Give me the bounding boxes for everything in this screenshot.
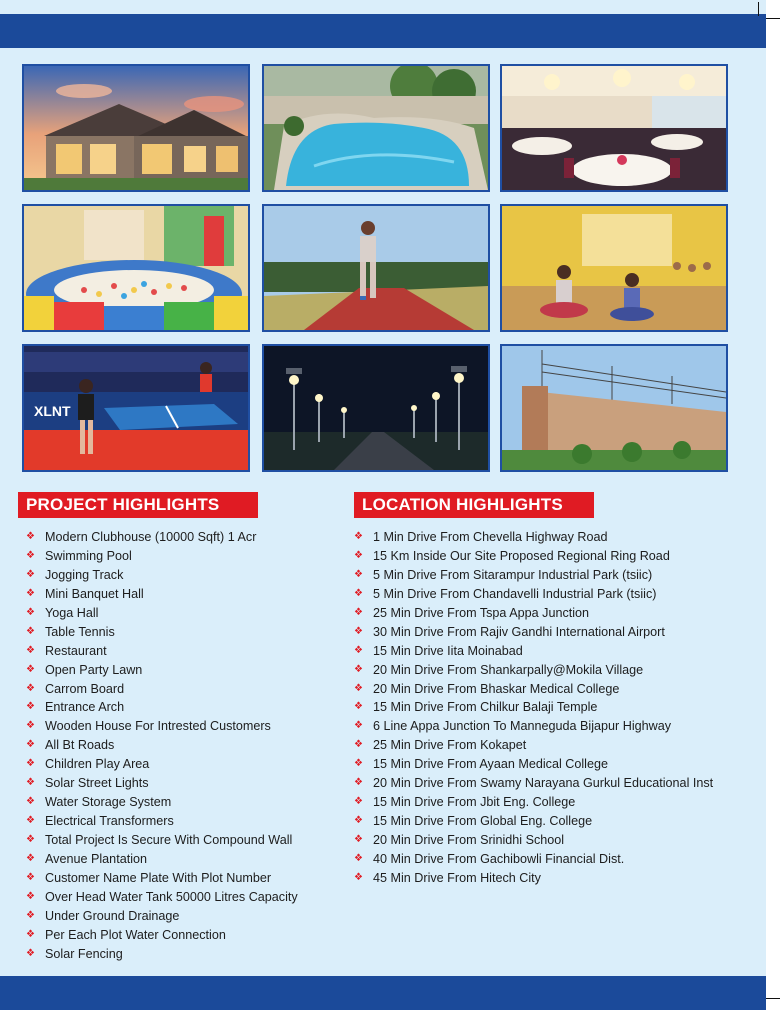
highlight-item: [350, 528, 713, 547]
crop-mark-bottom-right: [766, 998, 780, 999]
highlight-item: [22, 642, 298, 661]
location-highlights-title: LOCATION HIGHLIGHTS: [354, 492, 594, 518]
highlight-item-text: 20 Min Drive From Swamy Narayana Gurkul Educational Inst: [373, 776, 714, 791]
diamond-bullet-icon: ❖: [26, 852, 35, 864]
highlight-item: [22, 926, 298, 945]
highlight-item-text: Table Tennis: [45, 624, 115, 639]
highlight-item-text: 20 Min Drive From Srinidhi School: [373, 833, 565, 847]
highlight-item-text: All Bt Roads: [45, 738, 115, 753]
top-blue-band: [0, 14, 766, 48]
highlight-item: [22, 812, 298, 831]
highlight-item: [22, 547, 298, 566]
diamond-bullet-icon: ❖: [26, 890, 35, 902]
bottom-blue-band: [0, 976, 766, 1010]
highlight-item: [350, 642, 713, 661]
highlight-item-text: 20 Min Drive From Shankarpally@Mokila Village: [373, 662, 644, 677]
highlight-item-text: 15 Min Drive Iita Moinabad: [373, 643, 523, 658]
highlight-item: [350, 661, 713, 680]
highlight-item-text: Carrom Board: [45, 681, 125, 696]
highlight-item-text: 15 Min Drive From Global Eng. College: [373, 814, 593, 829]
highlight-item-text: 15 Km Inside Our Site Proposed Regional Ring Road: [373, 548, 670, 563]
highlight-item-text: Jogging Track: [45, 567, 124, 582]
diamond-bullet-icon: ❖: [354, 625, 363, 637]
diamond-bullet-icon: ❖: [26, 815, 35, 827]
highlight-item: [22, 850, 298, 869]
diamond-bullet-icon: ❖: [354, 549, 363, 561]
highlight-item-text: 15 Min Drive From Chilkur Balaji Temple: [373, 700, 598, 715]
diamond-bullet-icon: ❖: [354, 663, 363, 675]
highlight-item: [350, 831, 713, 850]
diamond-bullet-icon: ❖: [354, 852, 363, 864]
highlight-item-text: Children Play Area: [45, 757, 150, 772]
highlight-item-text: Restaurant: [45, 643, 107, 658]
highlight-item-text: Total Project Is Secure With Compound Wall: [45, 833, 293, 847]
highlight-item: [22, 755, 298, 774]
highlight-item: [350, 547, 713, 566]
highlight-item-text: Water Storage System: [45, 795, 172, 810]
highlight-item: [350, 623, 713, 642]
diamond-bullet-icon: ❖: [26, 625, 35, 637]
highlight-item-text: 40 Min Drive From Gachibowli Financial Dist.: [373, 851, 625, 866]
diamond-bullet-icon: ❖: [354, 531, 363, 542]
diamond-bullet-icon: ❖: [26, 796, 35, 808]
highlight-item-text: Per Each Plot Water Connection: [45, 927, 226, 942]
highlight-item-text: Under Ground Drainage: [45, 908, 180, 923]
highlight-item-text: 5 Min Drive From Chandavelli Industrial Park (tsiic): [373, 586, 657, 601]
diamond-bullet-icon: ❖: [26, 777, 35, 789]
photo-compound-wall: [500, 344, 728, 472]
highlight-item: [22, 623, 298, 642]
highlight-item-text: 15 Min Drive From Jbit Eng. College: [373, 795, 576, 810]
highlight-item: [350, 717, 713, 736]
diamond-bullet-icon: ❖: [354, 796, 363, 808]
highlight-item-text: 45 Min Drive From Hitech City: [373, 870, 541, 885]
photo-table-tennis: [22, 344, 250, 472]
highlight-item-text: Swimming Pool: [45, 548, 132, 563]
highlight-item-text: Electrical Transformers: [45, 814, 174, 829]
highlight-item-text: 30 Min Drive From Rajiv Gandhi International Airport: [373, 624, 665, 639]
highlight-item-text: Solar Street Lights: [45, 776, 149, 791]
highlight-item: [350, 680, 713, 699]
diamond-bullet-icon: ❖: [26, 549, 35, 561]
diamond-bullet-icon: ❖: [26, 587, 35, 599]
diamond-bullet-icon: ❖: [26, 720, 35, 732]
diamond-bullet-icon: ❖: [26, 928, 35, 940]
highlight-item-text: Solar Fencing: [45, 946, 123, 961]
diamond-bullet-icon: ❖: [354, 777, 363, 789]
diamond-bullet-icon: ❖: [26, 758, 35, 770]
diamond-bullet-icon: ❖: [354, 871, 363, 883]
highlight-item: [22, 661, 298, 680]
project-highlights-title: PROJECT HIGHLIGHTS: [18, 492, 258, 518]
crop-mark-top: [758, 2, 759, 16]
highlight-item-text: Mini Banquet Hall: [45, 586, 144, 601]
highlight-item: [350, 755, 713, 774]
photo-banquet-hall: [500, 64, 728, 192]
diamond-bullet-icon: ❖: [26, 531, 35, 542]
diamond-bullet-icon: ❖: [26, 834, 35, 845]
diamond-bullet-icon: ❖: [354, 606, 363, 618]
highlight-item: [22, 585, 298, 604]
highlight-item: [350, 869, 713, 888]
highlight-item-text: Yoga Hall: [45, 605, 99, 620]
photo-swimming-pool: [262, 64, 490, 192]
diamond-bullet-icon: ❖: [26, 701, 35, 713]
highlight-item-text: 6 Line Appa Junction To Manneguda Bijapur Highway: [373, 719, 672, 734]
highlight-item: [22, 793, 298, 812]
highlight-item-text: 1 Min Drive From Chevella Highway Road: [373, 530, 608, 544]
diamond-bullet-icon: ❖: [354, 587, 363, 599]
highlight-item: [22, 604, 298, 623]
highlight-item: [350, 698, 713, 717]
diamond-bullet-icon: ❖: [26, 568, 35, 580]
highlight-item-text: 25 Min Drive From Kokapet: [373, 738, 527, 753]
highlight-item: [350, 812, 713, 831]
diamond-bullet-icon: ❖: [26, 606, 35, 618]
highlight-item-text: Open Party Lawn: [45, 662, 143, 677]
diamond-bullet-icon: ❖: [26, 644, 35, 656]
highlight-item: [350, 566, 713, 585]
highlight-item: [350, 736, 713, 755]
bottom-margin: [0, 1010, 780, 1024]
highlight-item: [22, 888, 298, 907]
diamond-bullet-icon: ❖: [26, 739, 35, 751]
diamond-bullet-icon: ❖: [354, 720, 363, 732]
xlnt-banner-text: XLNT: [34, 403, 71, 419]
photo-children-play-area: [22, 204, 250, 332]
highlight-item-text: 15 Min Drive From Ayaan Medical College: [373, 757, 608, 772]
diamond-bullet-icon: ❖: [26, 663, 35, 675]
location-highlights-list: [350, 528, 713, 888]
highlight-item-text: 5 Min Drive From Sitarampur Industrial Park (tsiic): [373, 567, 653, 582]
diamond-bullet-icon: ❖: [26, 947, 35, 959]
diamond-bullet-icon: ❖: [26, 682, 35, 694]
highlight-item: [22, 698, 298, 717]
diamond-bullet-icon: ❖: [354, 834, 363, 845]
diamond-bullet-icon: ❖: [354, 701, 363, 713]
project-highlights-list: [22, 528, 298, 964]
highlight-item-text: Avenue Plantation: [45, 851, 147, 866]
diamond-bullet-icon: ❖: [354, 758, 363, 770]
highlight-item: [22, 774, 298, 793]
highlight-item: [22, 680, 298, 699]
diamond-bullet-icon: ❖: [26, 909, 35, 921]
highlight-item: [350, 604, 713, 623]
highlight-item: [22, 831, 298, 850]
highlight-item-text: Over Head Water Tank 50000 Litres Capacity: [45, 889, 298, 904]
photo-solar-street-lights: [262, 344, 490, 472]
highlight-item-text: 25 Min Drive From Tspa Appa Junction: [373, 605, 590, 620]
highlight-item: [22, 945, 298, 964]
highlight-item: [22, 736, 298, 755]
diamond-bullet-icon: ❖: [354, 815, 363, 827]
diamond-bullet-icon: ❖: [354, 644, 363, 656]
highlight-item: [22, 717, 298, 736]
highlight-item: [22, 869, 298, 888]
diamond-bullet-icon: ❖: [354, 739, 363, 751]
highlight-item-text: Entrance Arch: [45, 700, 125, 715]
highlight-item: [350, 585, 713, 604]
photo-yoga-hall: [500, 204, 728, 332]
highlight-item: [350, 774, 713, 793]
highlight-item-text: 20 Min Drive From Bhaskar Medical College: [373, 681, 620, 696]
highlight-item: [350, 850, 713, 869]
highlight-item-text: Modern Clubhouse (10000 Sqft) 1 Acr: [45, 530, 257, 544]
highlight-item-text: Wooden House For Intrested Customers: [45, 719, 271, 734]
diamond-bullet-icon: ❖: [26, 871, 35, 883]
crop-mark-top-right: [766, 18, 780, 19]
diamond-bullet-icon: ❖: [354, 682, 363, 694]
photo-jogging-track: [262, 204, 490, 332]
highlight-item: [22, 566, 298, 585]
diamond-bullet-icon: ❖: [354, 568, 363, 580]
highlight-item: [22, 907, 298, 926]
highlight-item: [350, 793, 713, 812]
highlight-item-text: Customer Name Plate With Plot Number: [45, 870, 272, 885]
photo-clubhouse: [22, 64, 250, 192]
highlight-item: [22, 528, 298, 547]
